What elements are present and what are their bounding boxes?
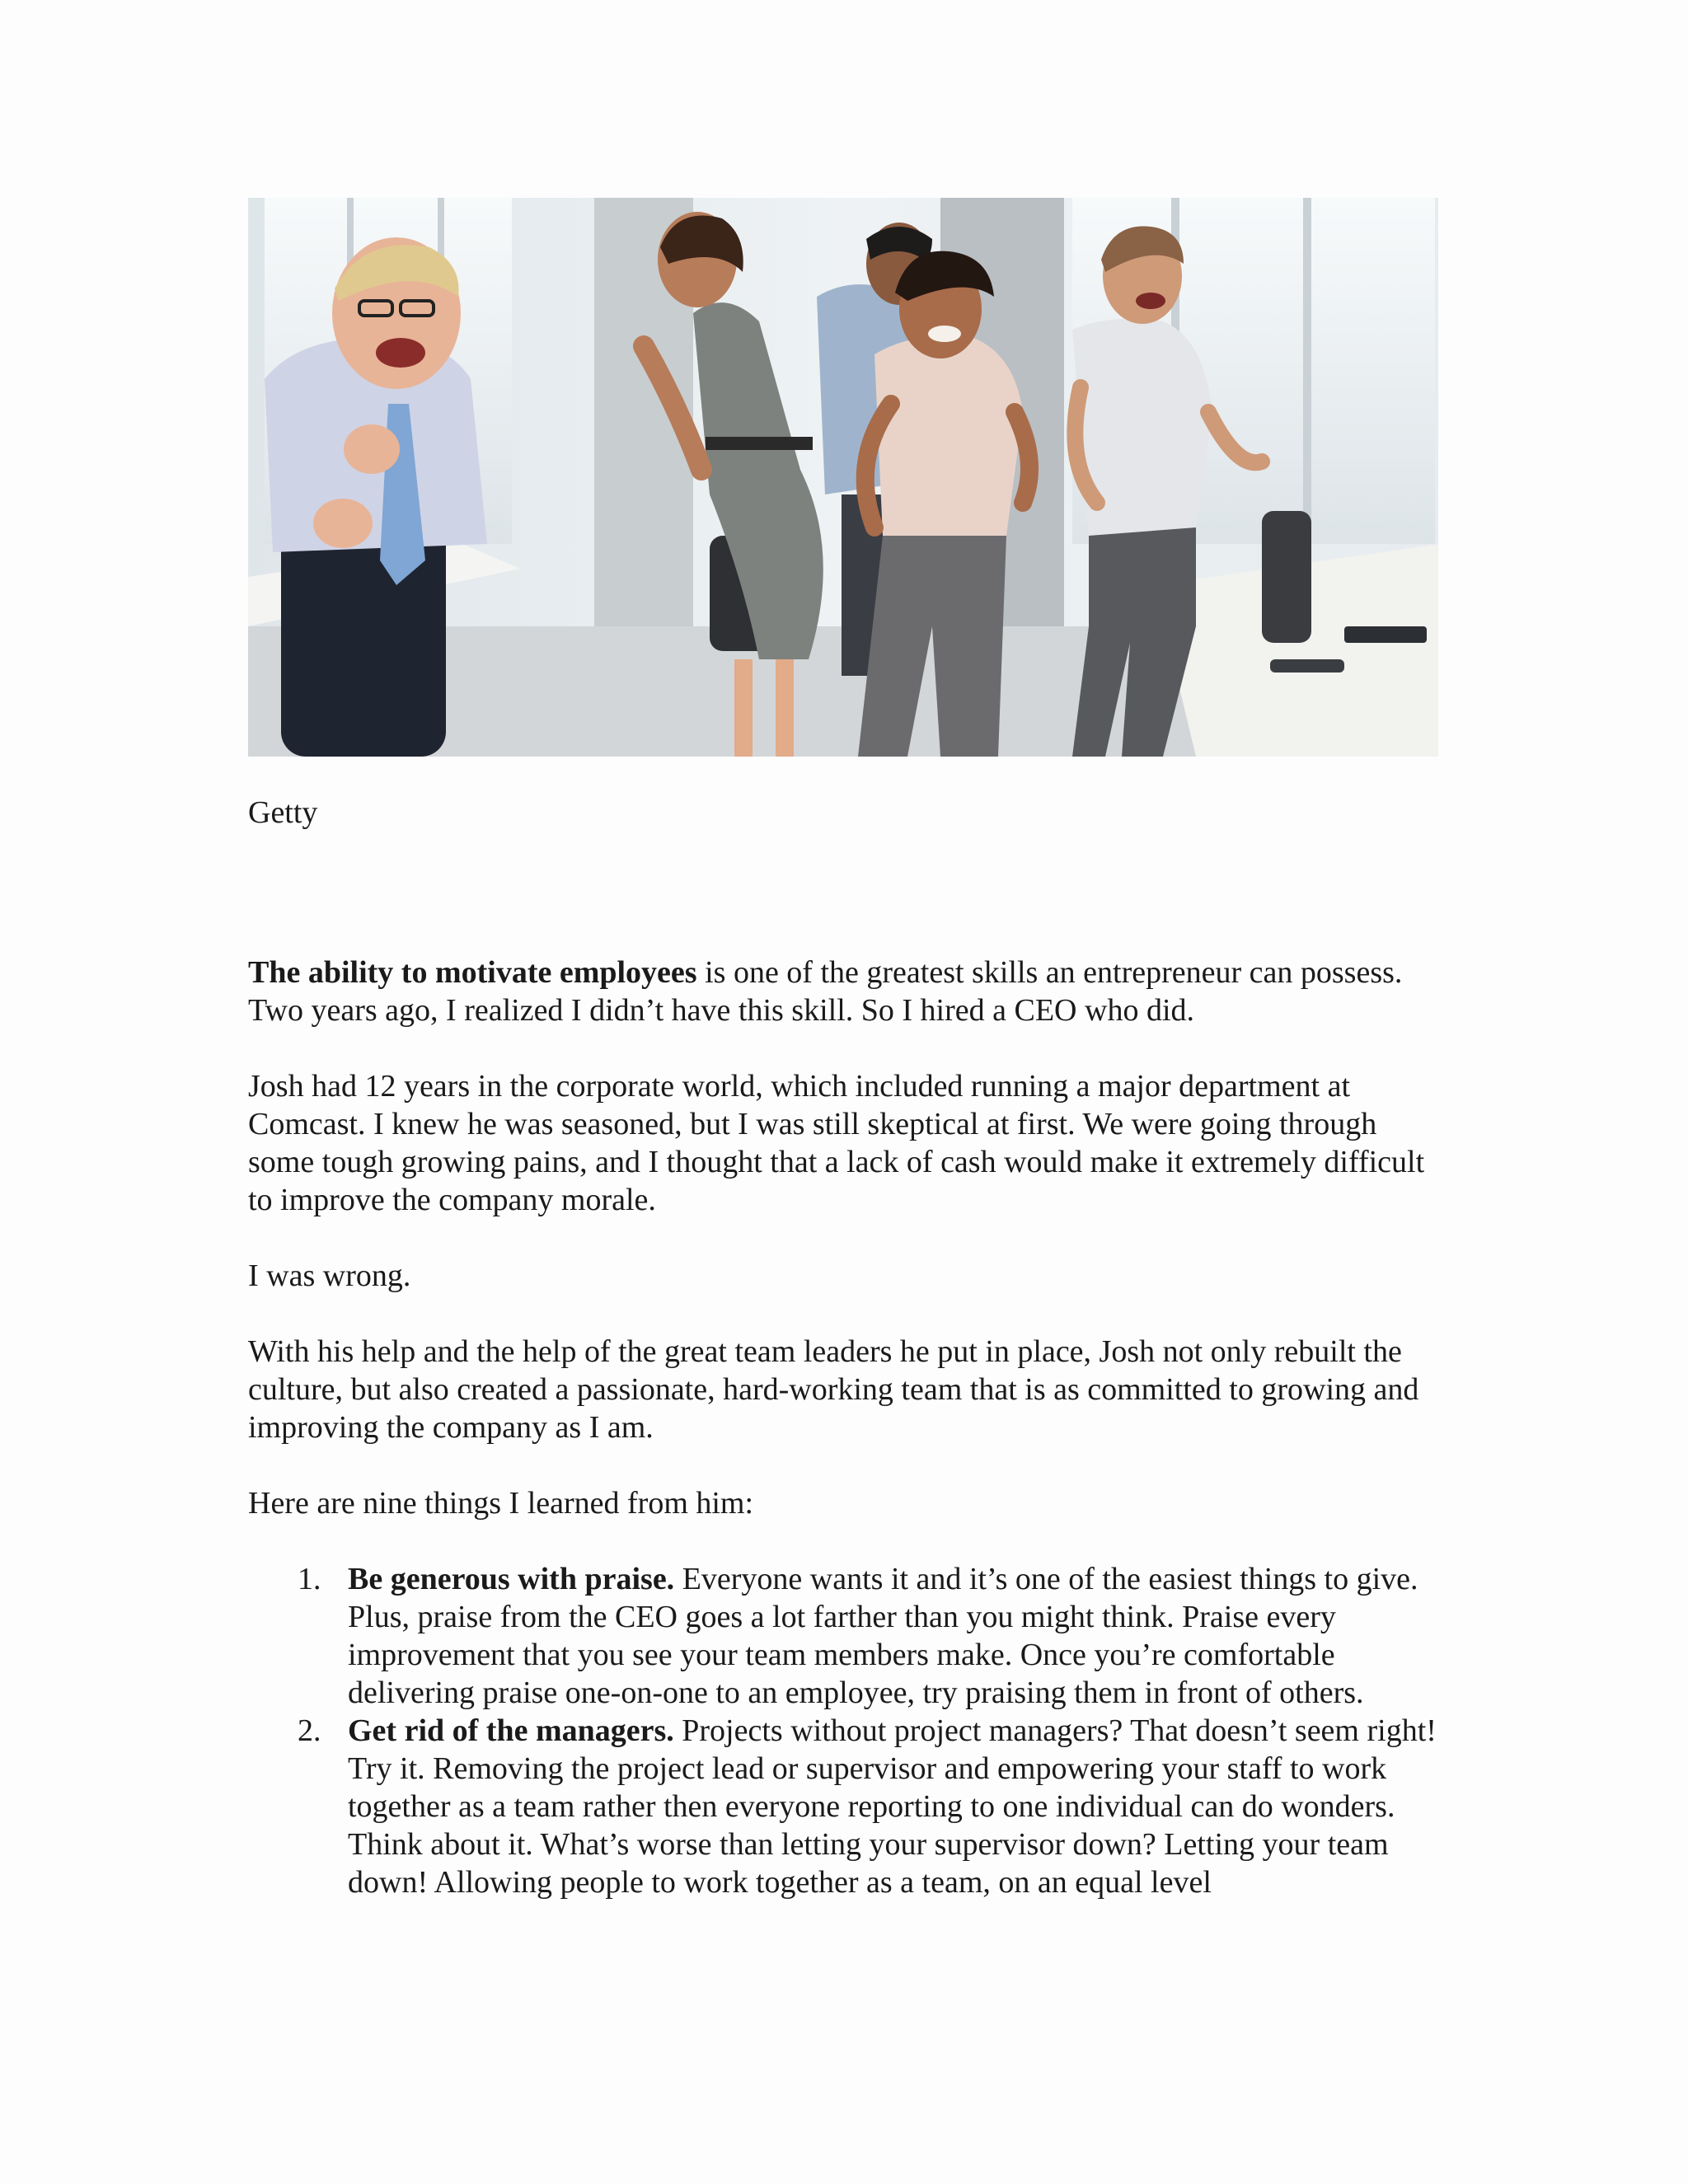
paragraph: Here are nine things I learned from him: (248, 1486, 754, 1521)
photo-illustration (248, 198, 1438, 757)
list-item (248, 1560, 1443, 1712)
paragraph: With his help and the help of the great team leaders he put in place, Josh not only rebuilt the culture, but also created a passionate, hard-working team that is as committed to growing and improving the company as I am. (248, 1334, 1419, 1445)
paragraph: Josh had 12 years in the corporate world, which included running a major department at Comcast. I knew he was seasoned, but I was still skeptical at first. We were going through some tough growing pains, and I thought that a lack of cash would make it extremely difficult to improve the company morale. (248, 1069, 1425, 1217)
article-body (248, 954, 1443, 1901)
list-item-number: 1. (298, 1562, 321, 1596)
list-item-text: Projects without project managers? That doesn’t seem right! Try it. Removing the project lead or supervisor and empowering your staff to work together as a team rather then everyone reporting to one individual can do wonders. Think about it. What’s worse than letting your supervisor down? Letting your team down! Allowing people to work together as a team, on an equal level (348, 1713, 1437, 1900)
paragraph: I was wrong. (248, 1258, 411, 1293)
intro-lead: The ability to motivate employees (248, 955, 697, 990)
tips-list (248, 1560, 1443, 1901)
photo-credit: Getty (248, 795, 318, 830)
intro-text: is one of the greatest skills an entrepreneur can possess. Two years ago, I realized I didn’t have this skill. So I hired a CEO who did. (248, 955, 1403, 1028)
list-item-title: Get rid of the managers. (348, 1713, 674, 1748)
list-item-number: 2. (298, 1713, 321, 1748)
list-item (248, 1712, 1443, 1901)
list-item-title: Be generous with praise. (348, 1562, 675, 1596)
intro-paragraph (248, 954, 1443, 1029)
office-dance-photo (248, 198, 1438, 757)
list-item-text: Everyone wants it and it’s one of the easiest things to give. Plus, praise from the CEO goes a lot farther than you might think. Praise every improvement that you see your team members make. Once you’re comfortable delivering praise one-on-one to an employee, try praising them in front of others. (348, 1562, 1418, 1710)
